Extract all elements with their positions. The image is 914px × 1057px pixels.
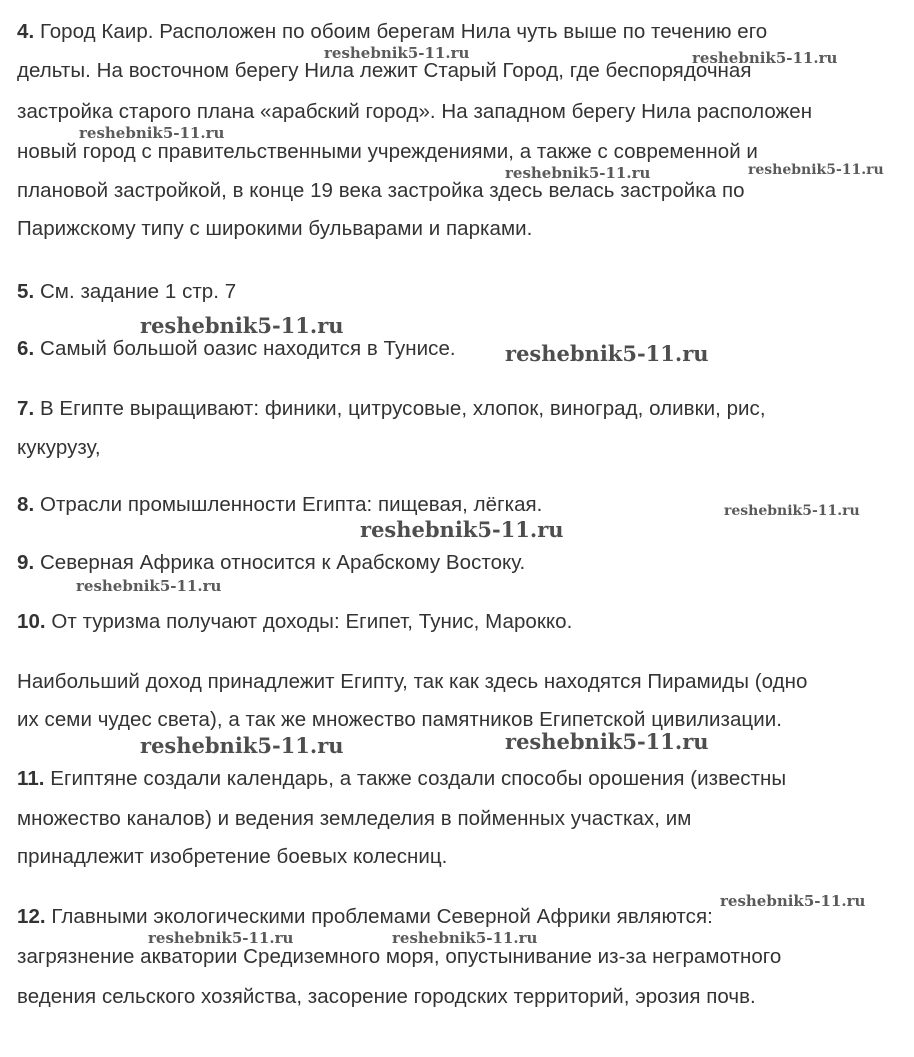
answer-number: 10. [17, 610, 46, 633]
watermark: reshebnik5-11.ru [140, 733, 344, 758]
answer-10-line-1: 10. От туризма получают доходы: Египет, Тунис, Марокко. [17, 610, 573, 633]
answer-4-line-6: Парижскому типу с широкими бульварами и парками. [17, 217, 533, 240]
answer-4-line-5: плановой застройкой, в конце 19 века застройка здесь велась застройка по [17, 179, 745, 202]
answer-number: 7. [17, 397, 35, 420]
watermark: reshebnik5-11.ru [76, 577, 222, 595]
watermark: reshebnik5-11.ru [505, 729, 709, 754]
answer-4-line-3: застройка старого плана «арабский город». На западном берегу Нила расположен [17, 100, 813, 123]
watermark: reshebnik5-11.ru [148, 929, 294, 947]
answer-number: 9. [17, 551, 35, 574]
answer-12-line-3: ведения сельского хозяйства, засорение городских территорий, эрозия почв. [17, 985, 756, 1008]
answer-4-line-4: новый город с правительственными учреждениями, а также с современной и [17, 140, 758, 163]
answer-11-line-3: принадлежит изобретение боевых колесниц. [17, 845, 448, 868]
watermark: reshebnik5-11.ru [505, 341, 709, 366]
answer-11-line-1: 11. Египтяне создали календарь, а также создали способы орошения (известны [17, 767, 787, 790]
answer-5-line-1: 5. См. задание 1 стр. 7 [17, 280, 237, 303]
answer-10-paragraph-line-2: их семи чудес света), а так же множество памятников Египетской цивилизации. [17, 708, 782, 731]
answer-number: 5. [17, 280, 35, 303]
answer-number: 8. [17, 493, 35, 516]
watermark: reshebnik5-11.ru [324, 44, 470, 62]
answer-8-line-1: 8. Отрасли промышленности Египта: пищевая, лёгкая. [17, 493, 543, 516]
answer-number: 12. [17, 905, 46, 928]
answer-9-line-1: 9. Северная Африка относится к Арабскому Востоку. [17, 551, 526, 574]
answer-6-line-1: 6. Самый большой оазис находится в Тунисе. [17, 337, 456, 360]
answer-number: 11. [17, 767, 45, 790]
answer-number: 4. [17, 20, 35, 43]
watermark: reshebnik5-11.ru [140, 313, 344, 338]
answer-12-line-1: 12. Главными экологическими проблемами Северной Африки являются: [17, 905, 713, 928]
answer-10-paragraph-line-1: Наибольший доход принадлежит Египту, так как здесь находятся Пирамиды (одно [17, 670, 808, 693]
watermark: reshebnik5-11.ru [392, 929, 538, 947]
watermark: reshebnik5-11.ru [748, 162, 884, 178]
watermark: reshebnik5-11.ru [360, 517, 564, 542]
answer-7-line-1: 7. В Египте выращивают: финики, цитрусовые, хлопок, виноград, оливки, рис, [17, 397, 766, 420]
watermark: reshebnik5-11.ru [720, 892, 866, 910]
answer-4-line-1: 4. Город Каир. Расположен по обоим берегам Нила чуть выше по течению его [17, 20, 768, 43]
watermark: reshebnik5-11.ru [724, 503, 860, 519]
watermark: reshebnik5-11.ru [79, 124, 225, 142]
answer-4-line-2: дельты. На восточном берегу Нила лежит Старый Город, где беспорядочная [17, 59, 752, 82]
watermark: reshebnik5-11.ru [505, 164, 651, 182]
answer-7-line-2: кукурузу, [17, 436, 101, 459]
watermark: reshebnik5-11.ru [692, 49, 838, 67]
answer-12-line-2: загрязнение акватории Средиземного моря, опустынивание из-за неграмотного [17, 945, 782, 968]
answer-11-line-2: множество каналов) и ведения земледелия в пойменных участках, им [17, 807, 692, 830]
answer-number: 6. [17, 337, 35, 360]
